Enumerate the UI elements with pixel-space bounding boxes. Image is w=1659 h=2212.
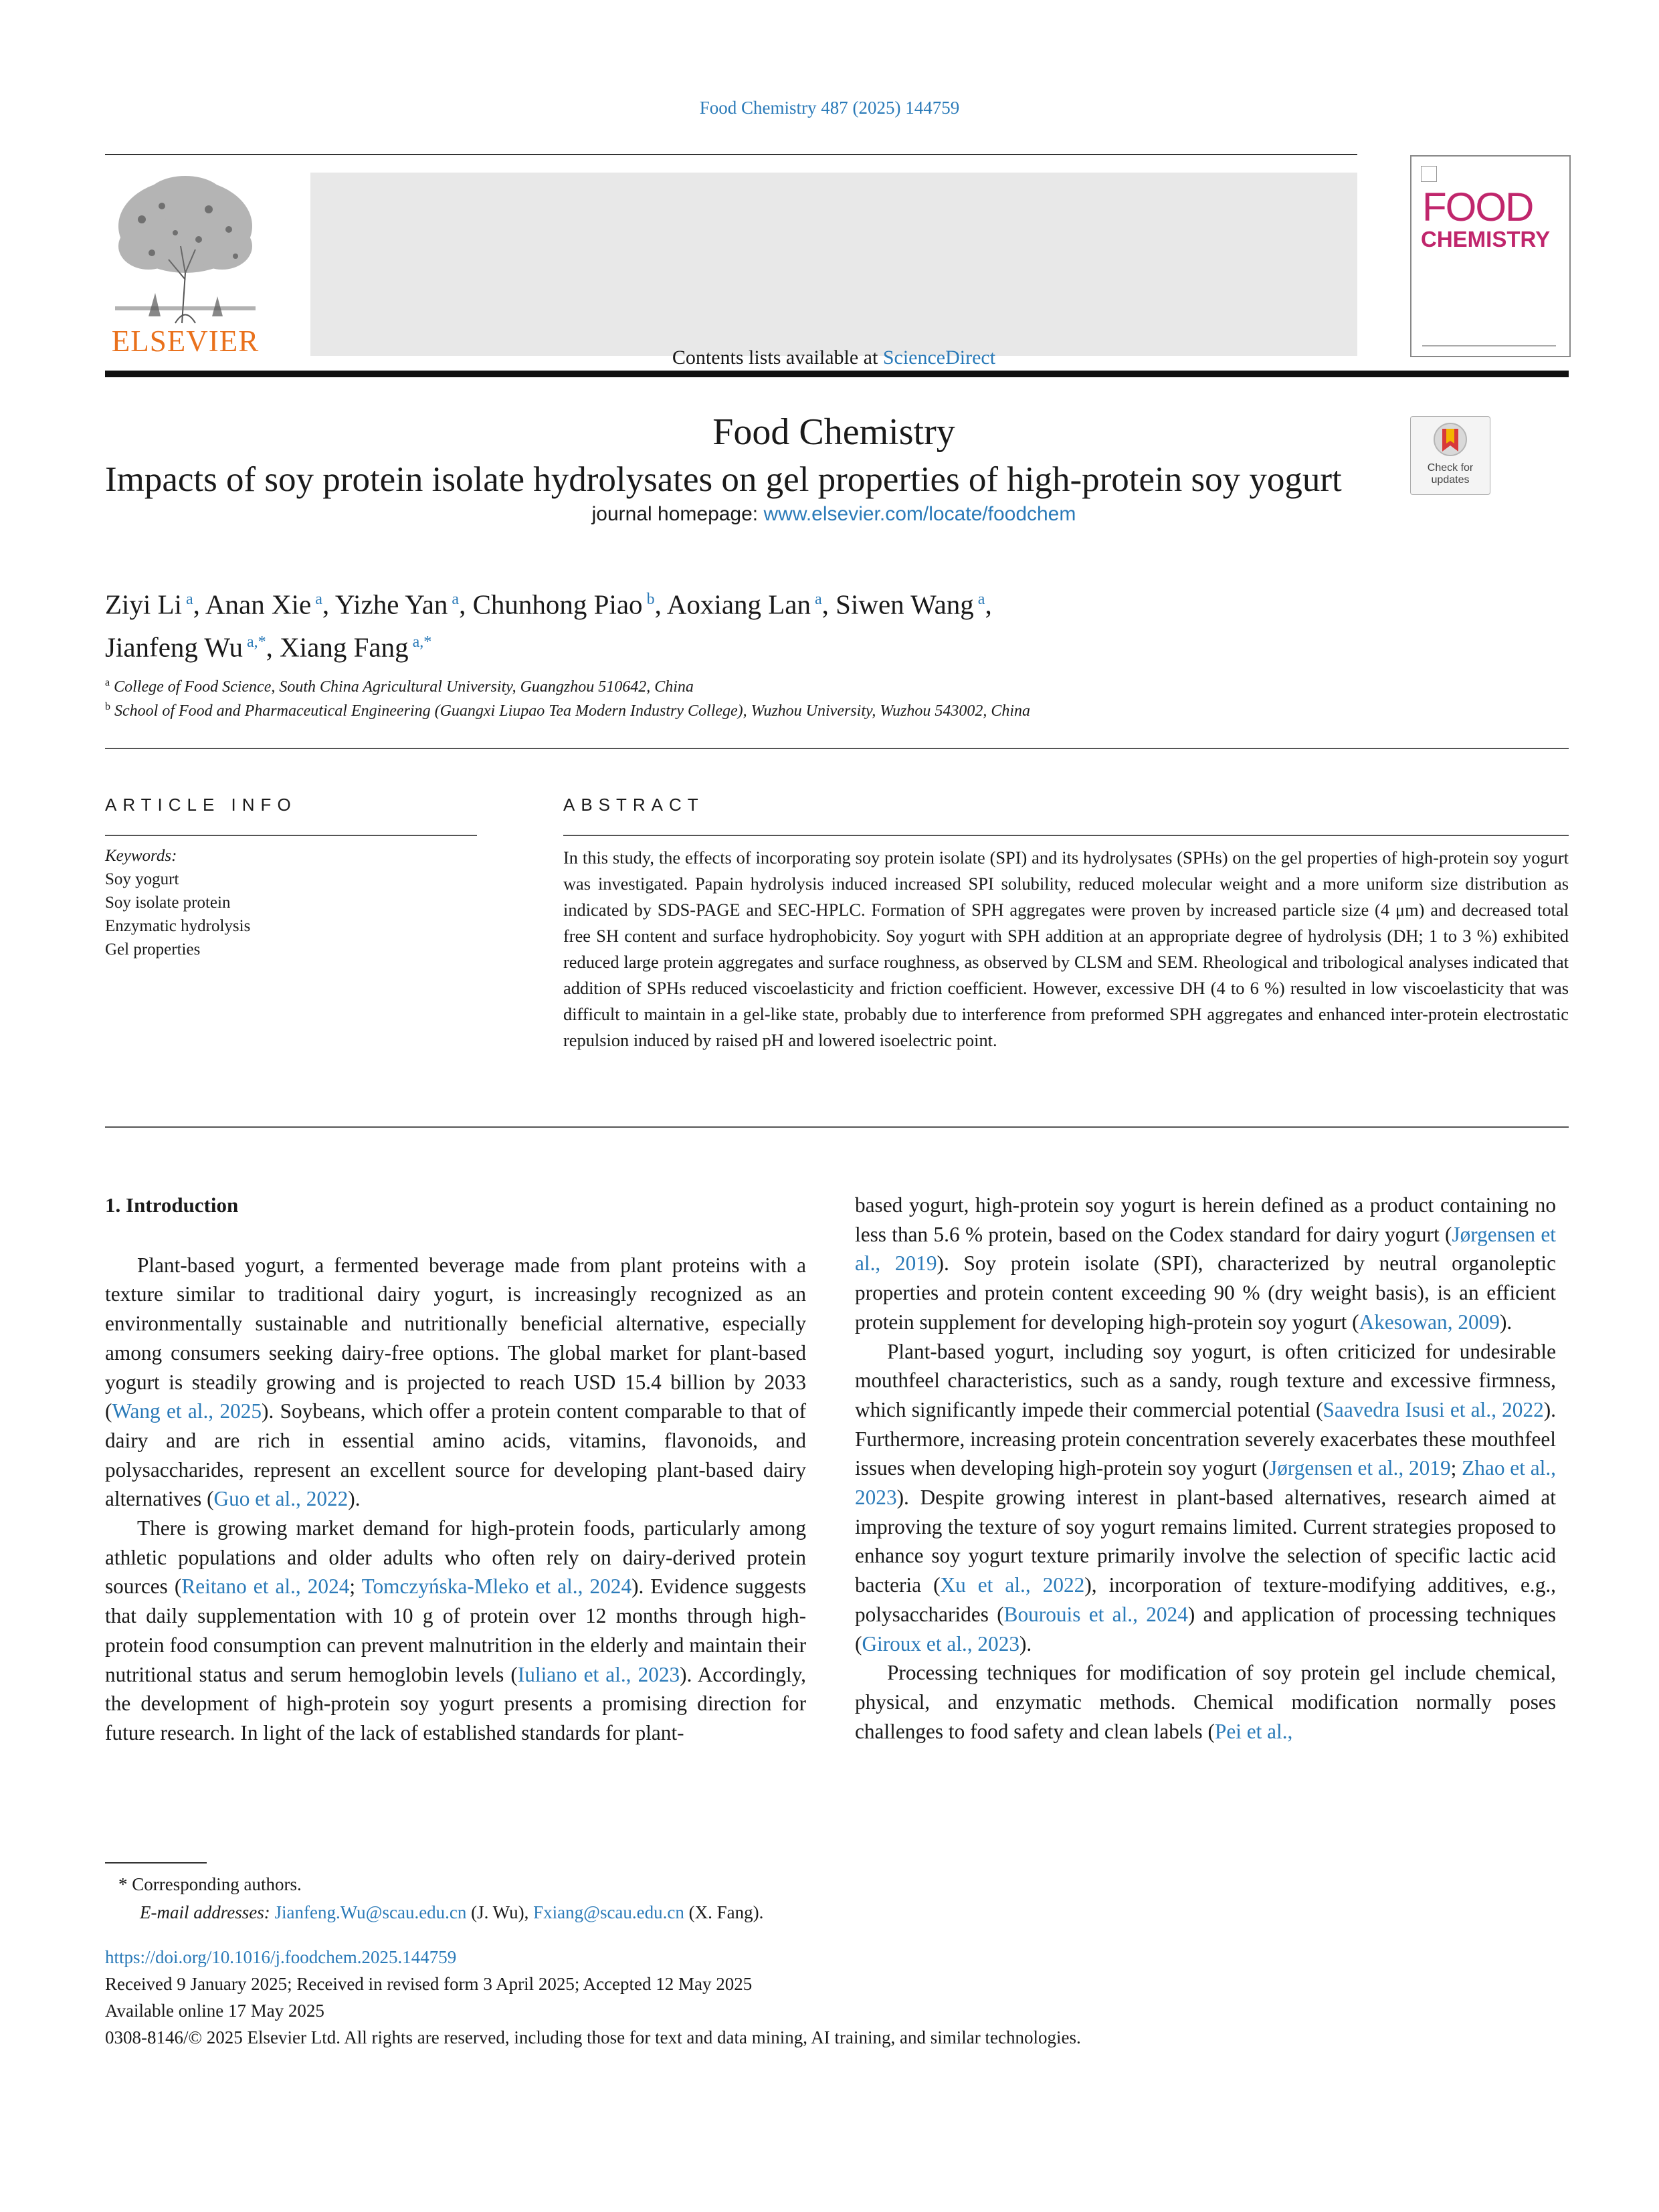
author-name[interactable]: Chunhong Piao [472,589,643,620]
paragraph-text: ). Soybeans, which offer a protein content comparable to that of dairy and are rich in essential amino acids, vitamins, flavonoids, and polysaccharides, represent an excellent source for developing plant-based dairy alternatives ( [105,1399,806,1511]
paragraph-text: ). [348,1487,361,1511]
body-column-right [855,1191,1556,1746]
bookmark-icon [1411,417,1490,461]
email-owner: (J. Wu), [466,1902,534,1922]
citation-link[interactable]: Jørgensen et al., 2019 [855,1222,1556,1276]
citation-link[interactable]: Xu et al., 2022 [940,1573,1085,1597]
citation-link[interactable]: Jørgensen et al., 2019 [1269,1456,1451,1480]
introduction-heading: 1. Introduction [105,1193,239,1217]
paragraph-text: ). Furthermore, increasing protein concentration severely exacerbates these mouthfeel issues when developing high-protein soy yogurt ( [855,1397,1557,1480]
paragraph-text: Plant-based yogurt, including soy yogurt, is often criticized for undesirable mouthfeel characteristics, such as a sandy, rough texture and excessive firmness, which significantly impede their commercial potential ( [855,1339,1556,1421]
journal-cover-thumbnail[interactable] [1410,155,1571,357]
citation-link[interactable]: Wang et al., 2025 [112,1399,262,1423]
email-link[interactable]: Fxiang@scau.edu.cn [533,1902,684,1922]
affiliation-text: School of Food and Pharmaceutical Engineering (Guangxi Liupao Tea Modern Industry College), Wuzhou University, Wuzhou 543002, China [114,702,1030,720]
journal-title: Food Chemistry [712,411,955,453]
keyword-item: Soy isolate protein [105,894,231,912]
author-affiliation-marker[interactable]: a [452,591,460,608]
author-affiliation-marker[interactable]: a [315,591,322,608]
keywords-block [105,844,480,961]
paragraph-text: Plant-based yogurt, a fermented beverage made from plant proteins with a texture similar to traditional dairy yogurt, is increasingly recognized as an environmentally sustainable and nutritionally beneficial alternative, especially among consumers seeking dairy-free options. The global market for plant-based yogurt is steadily growing and is projected to reach USD 15.4 billion by 2033 ( [105,1253,806,1423]
paragraph-text: ). Despite growing interest in plant-based alternatives, research aimed at improving the texture of soy yogurt remains limited. Current strategies proposed to enhance soy yogurt texture primarily involve the selection of specific lactic acid bacteria ( [855,1486,1556,1597]
header-rule [105,154,1357,155]
paragraph-text: ). [1499,1310,1512,1334]
cover-food-text: FOOD [1422,185,1533,229]
citation-link[interactable]: Bourouis et al., 2024 [1003,1602,1188,1626]
abstract-rule [563,835,1569,836]
citation-link[interactable]: Iuliano et al., 2023 [517,1662,680,1686]
journal-homepage-link[interactable]: www.elsevier.com/locate/foodchem [763,503,1076,525]
author-name[interactable]: Jianfeng Wu [105,631,243,663]
check-for-updates-label: Check for updates [1427,462,1474,486]
affiliation-rule [105,748,1569,749]
homepage-prefix: journal homepage: [591,503,764,525]
paragraph-text: ). Evidence suggests that daily supplementation with 10 g of protein over 12 months through high-protein food consumption can prevent malnutrition in the elderly and maintain their nutritional status and serum hemoglobin levels ( [105,1575,807,1686]
paragraph-text: ). [1019,1631,1032,1655]
keyword-item: Gel properties [105,940,201,959]
abstract-bottom-rule [105,1126,1569,1128]
sciencedirect-link[interactable]: ScienceDirect [882,346,996,369]
keywords-label: Keywords: [105,847,177,865]
citation-link[interactable]: Giroux et al., 2023 [862,1631,1019,1655]
paragraph-text: Processing techniques for modification of soy protein gel include chemical, physical, and enzymatic methods. Chemical modification normally poses challenges to food safety and clean labels ( [855,1661,1556,1743]
author-affiliation-marker[interactable]: a,* [246,633,266,651]
author-name[interactable]: Aoxiang Lan [666,589,811,620]
available-online: Available online 17 May 2025 [105,2001,324,2021]
author-affiliation-marker[interactable]: a [977,591,985,608]
journal-reference-link[interactable]: Food Chemistry 487 (2025) 144759 [699,98,960,118]
author-affiliation-marker[interactable]: a,* [412,633,432,651]
paragraph-text: There is growing market demand for high-protein foods, particularly among athletic populations and older adults who often rely on dairy-derived protein sources ( [105,1516,806,1599]
abstract-heading: ABSTRACT [563,795,704,815]
keyword-item: Enzymatic hydrolysis [105,917,251,935]
article-title: Impacts of soy protein isolate hydrolysates on gel properties of high-protein soy yogurt [105,460,1342,499]
masthead-thick-rule [105,371,1569,377]
cover-elsevier-icon [1421,166,1437,182]
affiliation-a [105,677,694,696]
publication-info [105,1944,1577,2051]
cover-divider [1422,345,1556,346]
body-paragraph [105,1514,806,1748]
citation-link[interactable]: Saavedra Isusi et al., 2022 [1323,1397,1544,1421]
elsevier-tree-icon [102,173,269,326]
affiliation-b [105,701,1030,720]
check-for-updates-button[interactable] [1410,416,1490,495]
email-owner: (X. Fang). [684,1902,764,1922]
copyright-line: 0308-8146/© 2025 Elsevier Ltd. All rights are reserved, including those for text and data mining, AI training, and similar technologies. [105,2027,1081,2047]
homepage-line [310,503,1357,526]
affiliation-label: a [105,677,110,688]
elsevier-logo[interactable] [102,173,269,359]
paragraph-text: ; [1450,1456,1462,1480]
abstract-text: In this study, the effects of incorporating soy protein isolate (SPI) and its hydrolysates (SPHs) on the gel properties of high-protein soy yogurt was investigated. Papain hydrolysis induced increased SPI solubility, reduced molecular weight and a more uniform size distribution as indicated by SDS-PAGE and SEC-HPLC. Formation of SPH aggregates were proven by increased particle size (4 μm) and decreased total free SH content and surface hydrophobicity. Soy yogurt with SPH addition at an appropriate degree of hydrolysis (DH; 1 to 3 %) exhibited reduced large protein aggregates and surface roughness, as observed by CLSM and SEM. Rheological and tribological analyses indicated that addition of SPHs reduced viscoelasticity and friction coefficient. However, excessive DH (4 to 6 %) resulted in low viscoelasticity that was difficult to maintain in a gel-like state, probably due to interference from preformed SPH aggregates and enhanced inter-protein electrostatic repulsion induced by raised pH and lowered isoelectric point. [563,847,1569,1050]
citation-link[interactable]: Tomczyńska-Mleko et al., 2024 [361,1575,632,1599]
paragraph-text: ). Soy protein isolate (SPI), characterized by neutral organoleptic properties and protein content exceeding 90 % (dry weight basis), is an efficient protein supplement for developing high-protein soy yogurt ( [855,1251,1556,1334]
author-name[interactable]: Yizhe Yan [334,589,448,620]
email-label: E-mail addresses: [140,1902,270,1922]
body-column-left [105,1191,806,1748]
body-paragraph [105,1251,806,1514]
footnotes [105,1870,1309,1926]
author-affiliation-marker[interactable]: b [646,591,655,608]
author-name[interactable]: Siwen Wang [836,589,974,620]
footnote-rule [105,1862,207,1864]
affiliation-label: b [105,701,110,712]
body-paragraph [855,1658,1556,1746]
contents-line [310,346,1357,369]
author-name[interactable]: Ziyi Li [105,589,183,620]
citation-link[interactable]: Akesowan, 2009 [1359,1310,1500,1334]
author-affiliation-marker[interactable]: a [186,591,193,608]
citation-link[interactable]: Guo et al., 2022 [213,1487,349,1511]
paragraph-text: ; [349,1575,362,1599]
citation-link[interactable]: Pei et al., [1214,1719,1293,1743]
article-info-rule [105,835,477,836]
doi-link[interactable]: https://doi.org/10.1016/j.foodchem.2025.144759 [105,1947,457,1967]
article-info-heading: ARTICLE INFO [105,795,297,815]
author-list: Ziyi Li $^a$, Anan Xie $^a$, Yizhe Yan $^a$, Chunhong Piao $^b$, Aoxiang Lan $^a$, Siwen Wang $^a$, Jianfeng Wu $^{a,*}$, Xiang Fang $^{a,*}$ [105,589,992,663]
author-name[interactable]: Anan Xie [205,589,312,620]
keyword-item: Soy yogurt [105,870,179,888]
citation-link[interactable]: Zhao et al., 2023 [855,1456,1556,1510]
received-dates: Received 9 January 2025; Received in revised form 3 April 2025; Accepted 12 May 2025 [105,1974,753,1994]
body-paragraph [855,1191,1556,1337]
paragraph-text: ). Accordingly, the development of high-protein soy yogurt presents a promising direction for future research. In light of the lack of established standards for plant- [105,1662,807,1744]
paragraph-text: ) and application of processing techniques ( [855,1602,1556,1655]
email-line [105,1898,1309,1926]
author-affiliation-marker[interactable]: a [815,591,822,608]
cover-chemistry-text: CHEMISTRY [1421,227,1551,252]
paragraph-text: based yogurt, high-protein soy yogurt is herein defined as a product containing no less than 5.6 % protein, based on the Codex standard for dairy yogurt ( [855,1193,1556,1246]
author-name[interactable]: Xiang Fang [280,631,409,663]
paragraph-text: ), incorporation of texture-modifying additives, e.g., polysaccharides ( [855,1573,1556,1626]
email-link[interactable]: Jianfeng.Wu@scau.edu.cn [274,1902,467,1922]
body-paragraph [855,1337,1556,1659]
citation-link[interactable]: Reitano et al., 2024 [181,1575,350,1599]
corresponding-note: * Corresponding authors. [118,1874,302,1894]
affiliation-text: College of Food Science, South China Agricultural University, Guangzhou 510642, China [114,678,694,696]
elsevier-wordmark: ELSEVIER [111,324,260,358]
contents-prefix: Contents lists available at [672,346,883,369]
